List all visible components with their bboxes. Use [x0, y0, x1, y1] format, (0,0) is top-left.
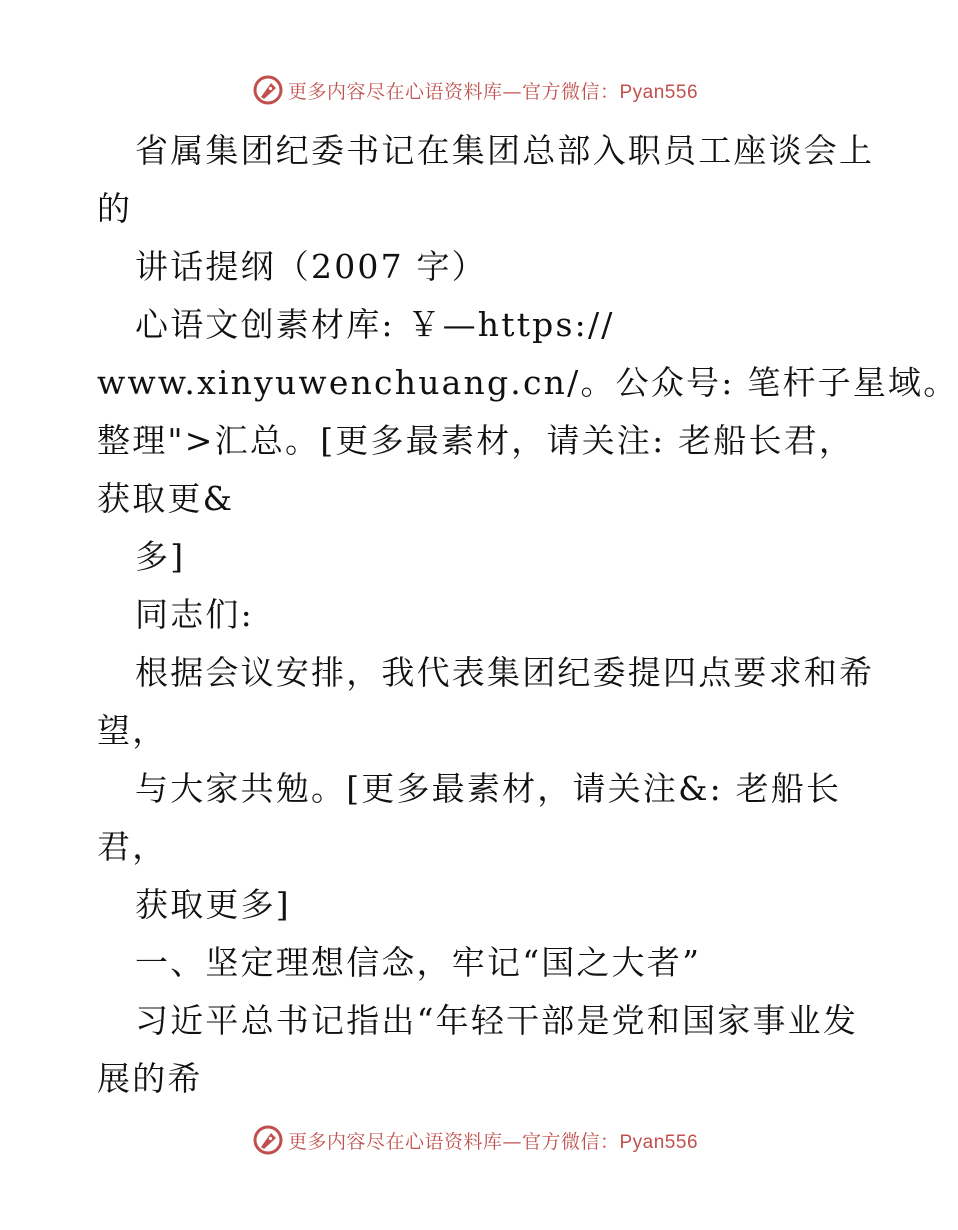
- text-line: 根据会议安排，我代表集团纪委提四点要求和希: [135, 653, 875, 692]
- fountain-pen-nib-icon: [252, 74, 284, 106]
- watermark-text: 更多内容尽在心语资料库—官方微信：Pyan556: [287, 80, 699, 103]
- text-line: 望，: [97, 711, 168, 750]
- text-line: 获取更&: [97, 479, 235, 518]
- text-line: 同志们:: [135, 595, 254, 634]
- text-line: 获取更多]: [135, 885, 291, 924]
- text-line: 的: [97, 189, 133, 228]
- watermark-footer: [0, 1118, 950, 1162]
- text-line: 整理">汇总。[更多最素材，请关注: 老船长君，: [97, 421, 855, 460]
- document-body: [97, 122, 958, 1108]
- text-line: 省属集团纪委书记在集团总部入职员工座谈会上: [135, 131, 875, 170]
- watermark-handle: Pyan556: [619, 1131, 699, 1153]
- text-line: 一、坚定理想信念，牢记“国之大者”: [135, 943, 702, 982]
- text-line: 与大家共勉。[更多最素材，请关注&: 老船长: [135, 769, 842, 808]
- watermark-text: 更多内容尽在心语资料库—官方微信：Pyan556: [287, 1130, 699, 1153]
- text-line: 讲话提纲（2007 字）: [135, 247, 487, 286]
- text-line: 心语文创素材库: ￥—https://: [135, 305, 615, 344]
- text-line: 君，: [97, 827, 168, 866]
- watermark-header: [0, 68, 950, 112]
- text-line: 展的希: [97, 1059, 203, 1098]
- text-line: www.xinyuwenchuang.cn/。公众号: 笔杆子星域。: [97, 363, 958, 402]
- watermark-handle: Pyan556: [619, 81, 699, 103]
- text-line: 习近平总书记指出“年轻干部是党和国家事业发: [135, 1001, 859, 1040]
- fountain-pen-nib-icon: [252, 1124, 284, 1156]
- text-line: 多]: [135, 537, 186, 576]
